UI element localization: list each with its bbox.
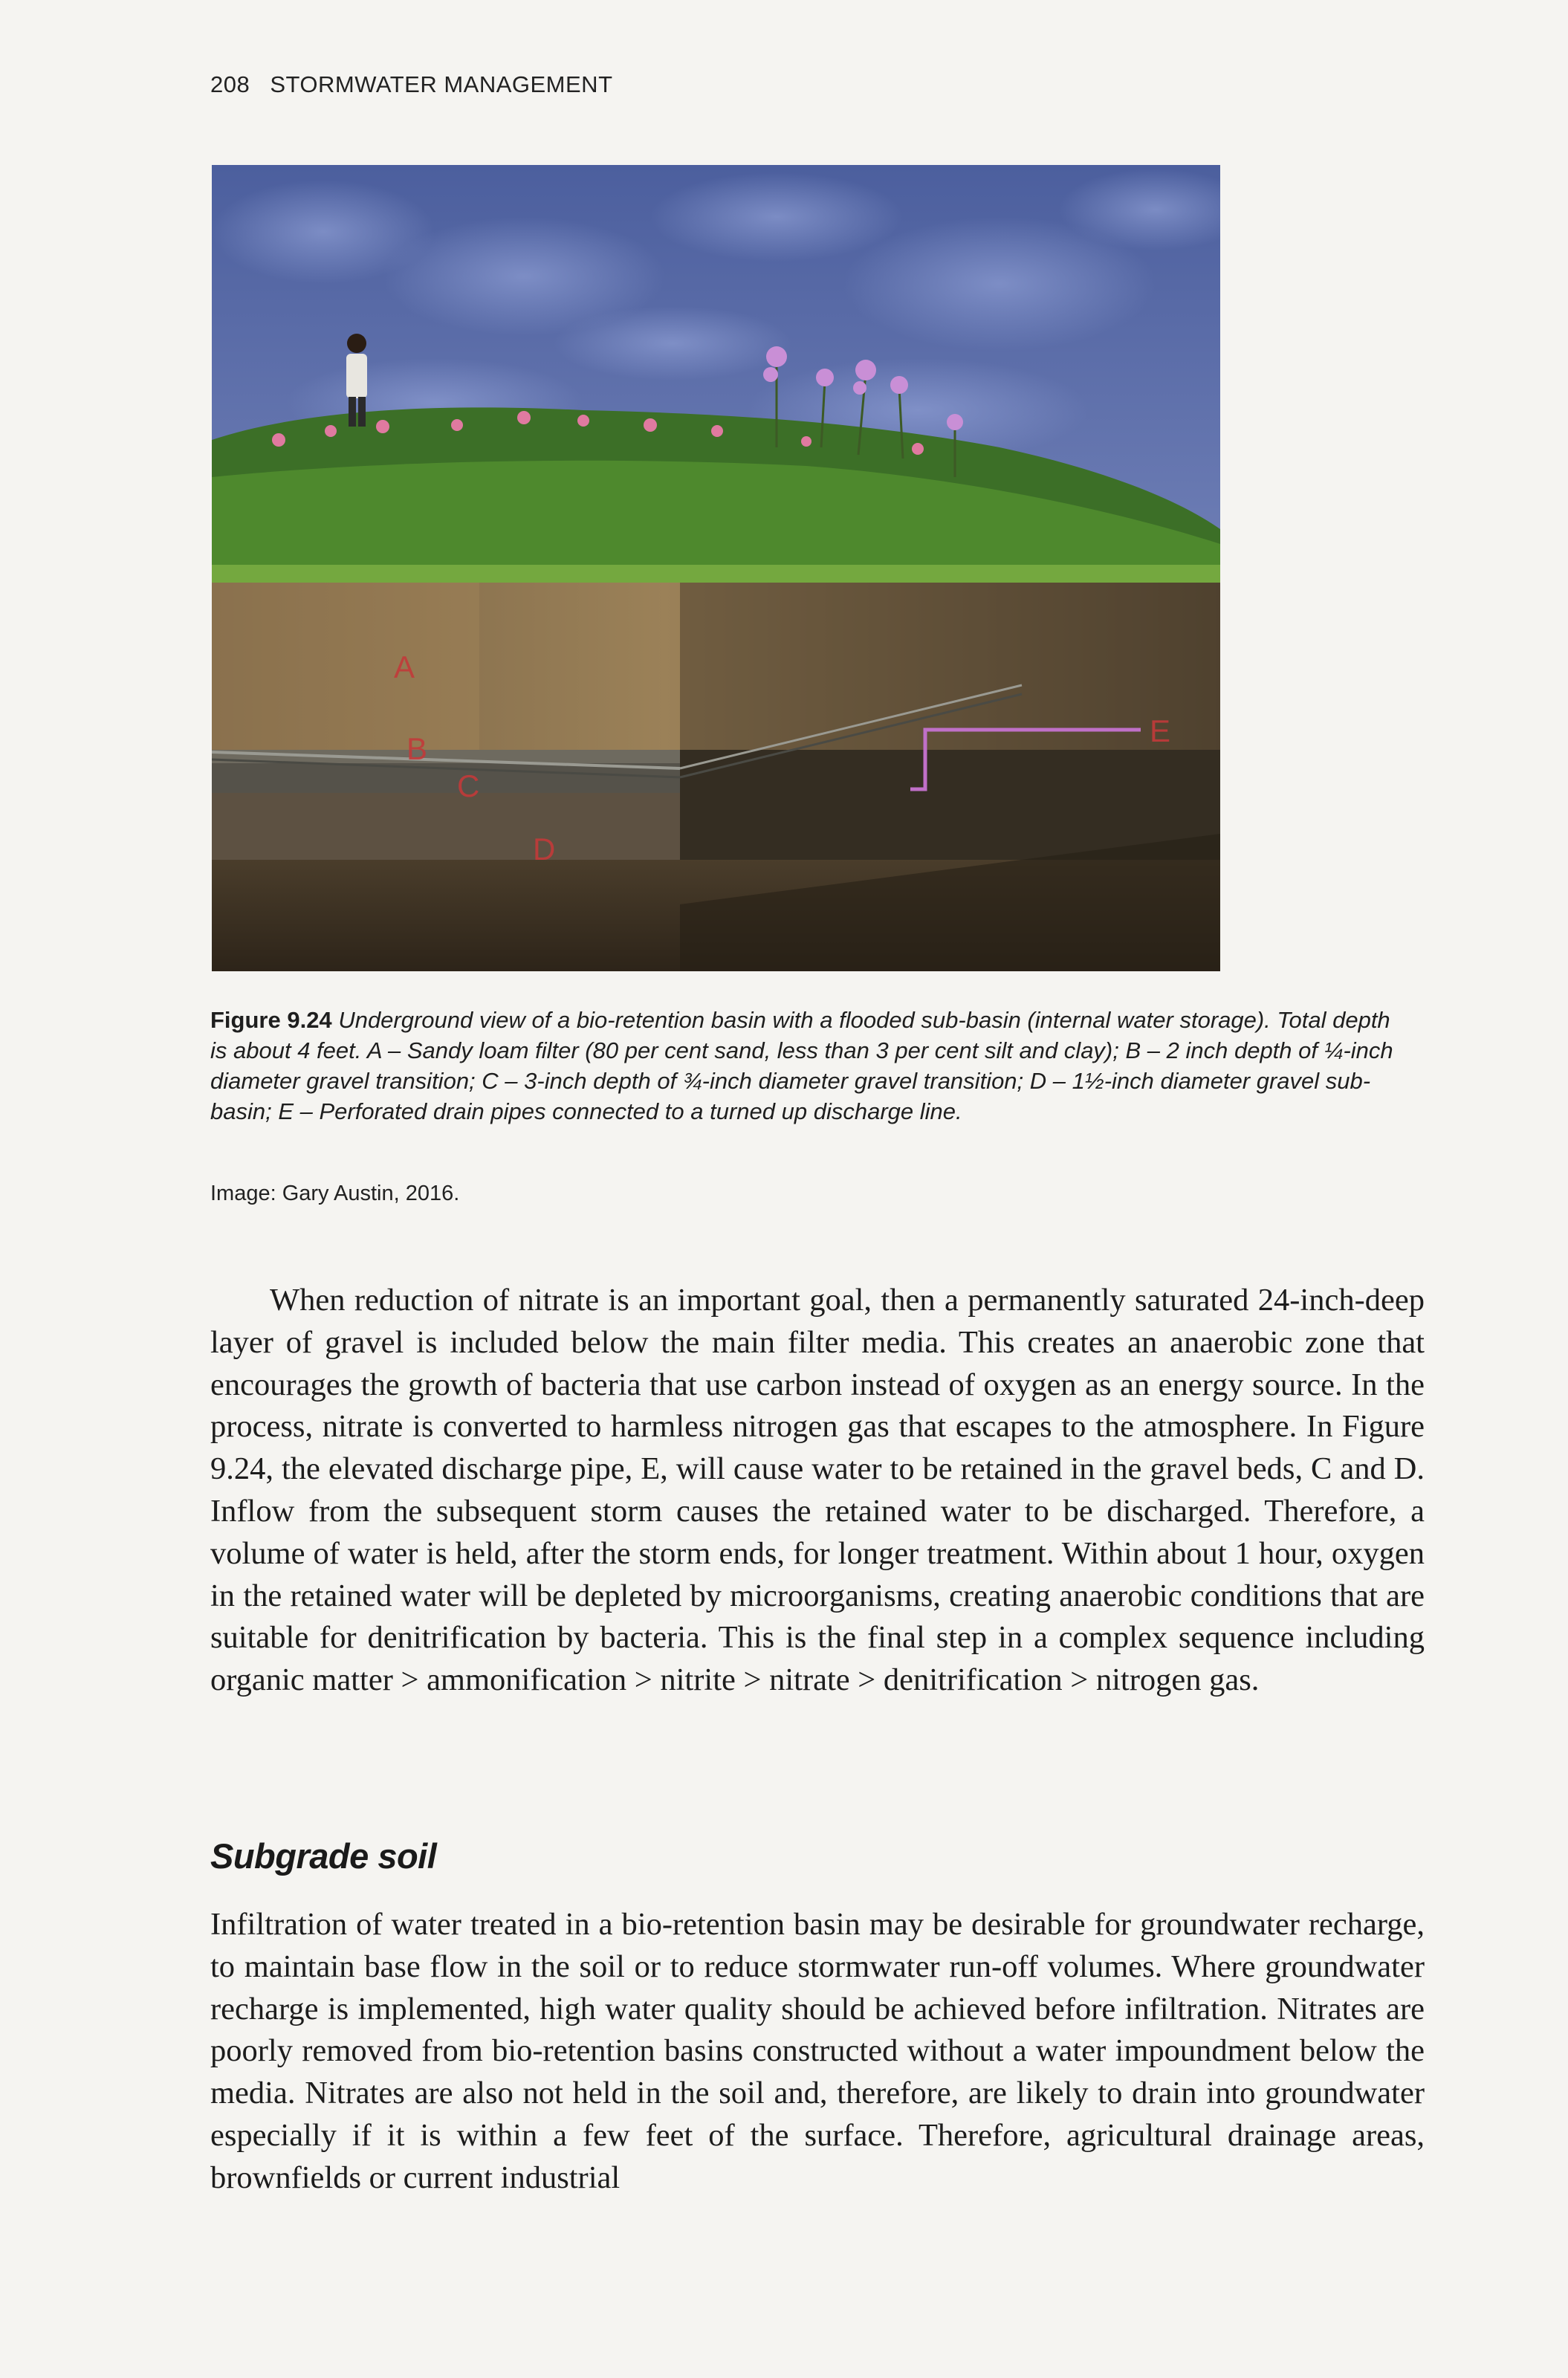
- label-a: A: [394, 649, 415, 684]
- soil-layers: [212, 583, 1220, 971]
- running-title: STORMWATER MANAGEMENT: [270, 71, 613, 97]
- label-b: B: [406, 731, 428, 766]
- body-paragraph-2: Infiltration of water treated in a bio-retention basin may be desirable for groundwater recharge, to maintain base flow in the soil or to reduce stormwater run-off volumes. Where groundwater recharge is implemented, high water quality should be achieved before infiltration. Nitrates are poorly removed from bio-retention basins constructed without a water impoundment below the media. Nitrates are also not held in the soil and, therefore, are likely to drain into groundwater especially if it is within a few feet of the surface. Therefore, agricultural drainage areas, brownfields or current industrial: [210, 1907, 1425, 2195]
- figure-caption: [210, 1005, 1399, 1127]
- label-d: D: [533, 832, 556, 866]
- figure-bioretention-basin: [212, 165, 1220, 971]
- label-e: E: [1150, 713, 1171, 748]
- body-paragraph-1: When reduction of nitrate is an important goal, then a permanently saturated 24-inch-deep layer of gravel is included below the main filter media. This creates an anaerobic zone that encourages the growth of bacteria that use carbon instead of oxygen as an energy source. In the process, nitrate is converted to harmless nitrogen gas that escapes to the atmosphere. In Figure 9.24, the elevated discharge pipe, E, will cause water to be retained in the gravel beds, C and D. Inflow from the subsequent storm causes the retained water to be discharged. Therefore, a volume of water is held, after the storm ends, for longer treatment. Within about 1 hour, oxygen in the retained water will be depleted by microorganisms, creating anaerobic conditions that are suitable for denitrification by bacteria. This is the final step in a complex sequence including organic matter > ammonification > nitrite > nitrate > denitrification > nitrogen gas.: [210, 1283, 1425, 1698]
- figure-caption-label: Figure 9.24: [210, 1007, 332, 1033]
- image-credit: Image: Gary Austin, 2016.: [210, 1182, 460, 1205]
- label-c: C: [457, 768, 480, 803]
- grass-edge: [212, 565, 1220, 584]
- figure-caption-text: Underground view of a bio-retention basin with a flooded sub-basin (internal water storage). Total depth is about 4 feet. A – Sandy loam filter (80 per cent sand, less than 3 per cent silt and clay); B – 2 inch depth of ¼-inch diameter gravel transition; C – 3-inch depth of ¾-inch diameter gravel transition; D – 1½-inch diameter gravel sub-basin; E – Perforated drain pipes connected to a turned up discharge line.: [210, 1007, 1393, 1124]
- page-number: 208: [210, 71, 250, 97]
- running-head: [210, 71, 613, 98]
- section-heading: Subgrade soil: [210, 1836, 437, 1876]
- figure-illustration: [212, 165, 1220, 971]
